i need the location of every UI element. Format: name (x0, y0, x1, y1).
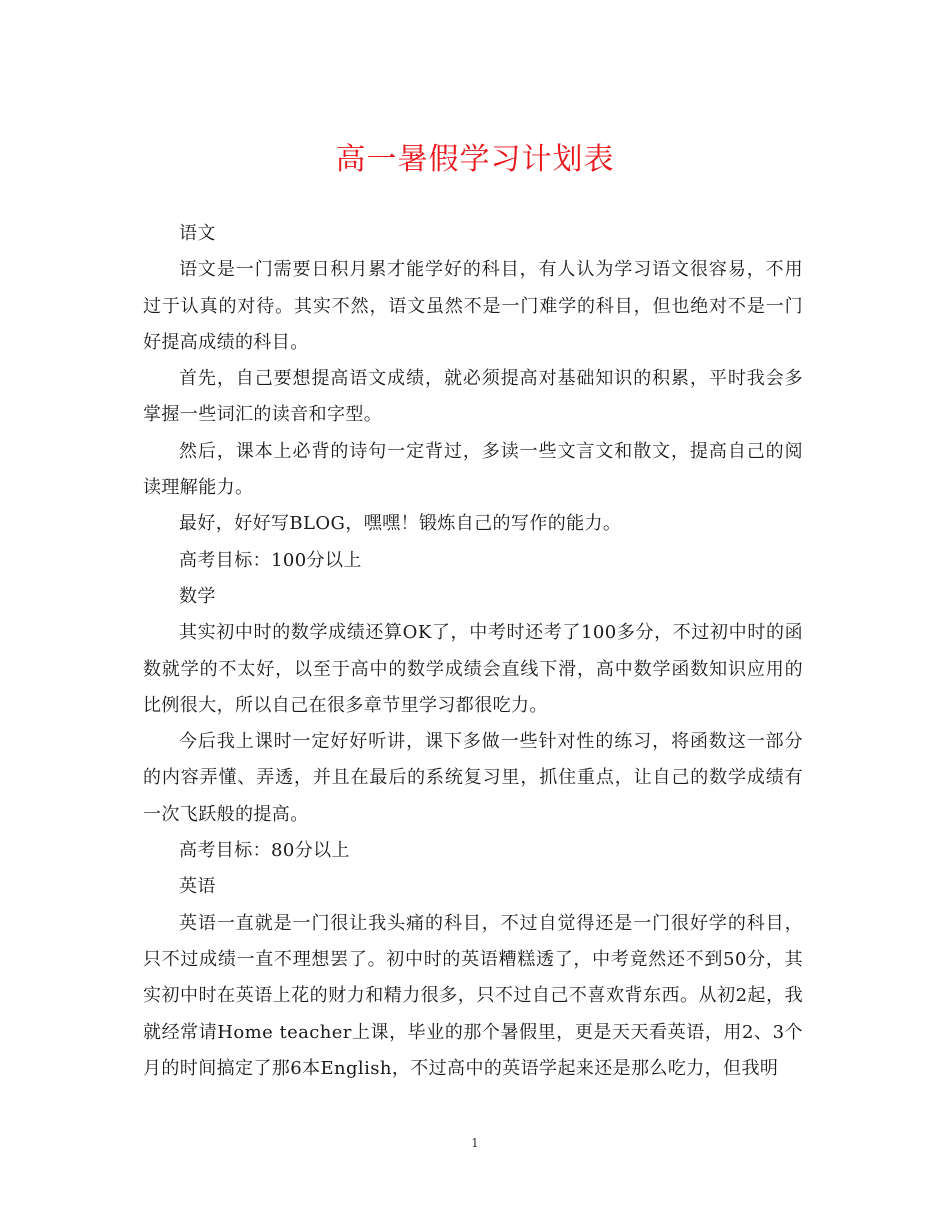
goal-math: 高考目标：80分以上 (179, 840, 350, 862)
paragraph: 语文是一门需要日积月累才能学好的科目，有人认为学习语文很容易，不用过于认真的对待。其实不然，语文虽然不是一门难学的科目，但也绝对不是一门好提高成绩的科目。 (143, 259, 803, 353)
paragraph: 然后，课本上必背的诗句一定背过，多读一些文言文和散文，提高自己的阅读理解能力。 (143, 440, 803, 499)
paragraph: 其实初中时的数学成绩还算OK了，中考时还考了100多分，不过初中时的函数就学的不太好，以至于高中的数学成绩会直线下滑，高中数学函数知识应用的比例很大，所以自己在很多章节里学习都很吃力。 (143, 622, 803, 716)
document-body (143, 216, 803, 1087)
paragraph: 英语一直就是一门很让我头痛的科目，不过自觉得还是一门很好学的科目，只不过成绩一直不理想罢了。初中时的英语糟糕透了，中考竟然还不到50分，其实初中时在英语上花的财力和精力很多，只不过自己不喜欢背东西。从初2起，我就经常请Home teacher上课，毕业的那个暑假里，更是天天看英语，用2、3个月的时间搞定了那6本English，不过高中的英语学起来还是那么吃力，但我明 (143, 912, 803, 1079)
paragraph: 首先，自己要想提高语文成绩，就必须提高对基础知识的积累，平时我会多掌握一些词汇的读音和字型。 (143, 368, 803, 426)
paragraph: 最好，好好写BLOG，嘿嘿！锻炼自己的写作的能力。 (179, 513, 622, 535)
section-heading-chinese: 语文 (179, 223, 216, 244)
paragraph: 今后我上课时一定好好听讲，课下多做一些针对性的练习，将函数这一部分的内容弄懂、弄透，并且在最后的系统复习里，抓住重点，让自己的数学成绩有一次飞跃般的提高。 (143, 731, 803, 825)
document-title: 高一暑假学习计划表 (335, 142, 615, 177)
page-number: 1 (471, 1136, 479, 1150)
section-heading-english: 英语 (179, 876, 216, 898)
section-heading-math: 数学 (179, 585, 216, 607)
goal-chinese: 高考目标：100分以上 (179, 549, 362, 571)
